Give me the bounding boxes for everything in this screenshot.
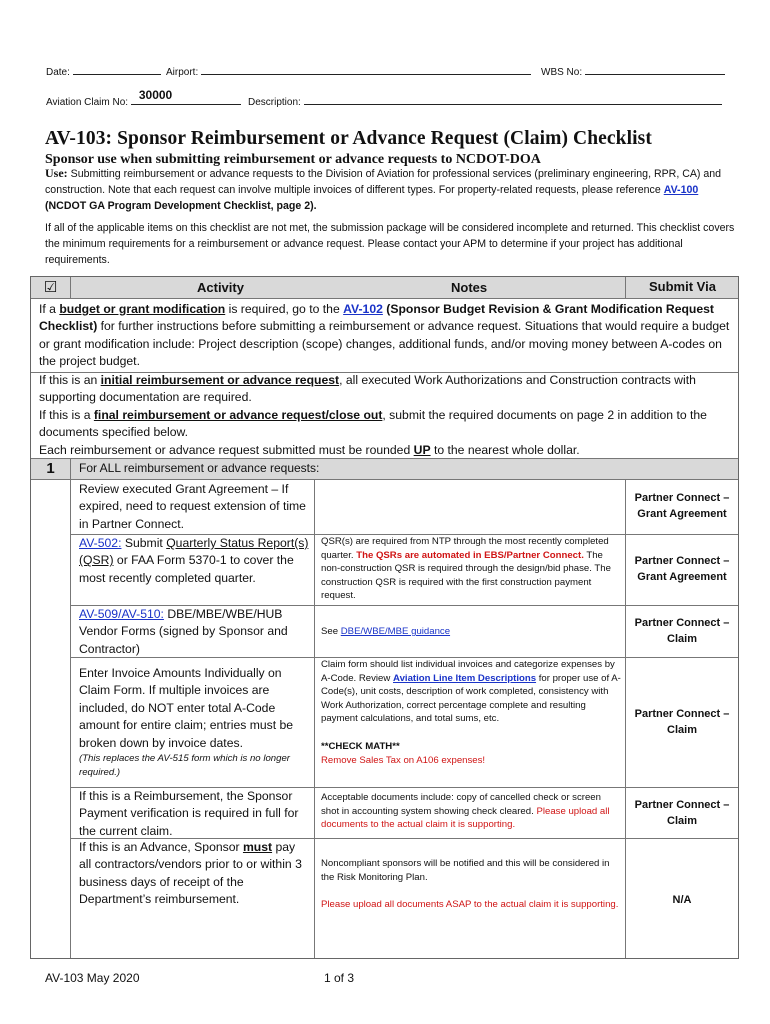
page-title: AV-103: Sponsor Reimbursement or Advance Request (Claim) Checklist bbox=[45, 128, 652, 149]
activity-advance: If this is an Advance, Sponsor must pay all contractors/vendors prior to or within 3 business days of receipt of the Department’s reimbursement. bbox=[79, 840, 302, 907]
initial-final-note: If this is an initial reimbursement or advance request, all executed Work Authorizations and Construction contracts with supporting documentation are required. If this is a final reimbursement or advance request/close out, submit the required documents on page 2 in addition to the documents specified below. Each reimbursement or advance request submitted must be rounded UP to the nearest whole dollar. bbox=[39, 373, 707, 457]
use-label: Use: bbox=[45, 166, 68, 180]
checkbox-header-icon: ☑ bbox=[43, 279, 58, 296]
activity-qsr: AV-502: Submit Quarterly Status Report(s) (QSR) or FAA Form 5370-1 to cover the most recently completed quarter. bbox=[79, 536, 309, 585]
notes-header: Notes bbox=[451, 280, 488, 295]
av-100-link[interactable]: AV-100 bbox=[663, 183, 699, 196]
activity-invoice-amounts: Enter Invoice Amounts Individually on Claim Form. If multiple invoices are included, do NOT enter total A-Code amount for entire claim; entries must be broken down by invoice dates. (This replaces the AV-515 form which is no longer required.) bbox=[79, 666, 294, 778]
description-field[interactable] bbox=[248, 92, 722, 108]
page-subtitle: Sponsor use when submitting reimbursement or advance requests to NCDOT-DOA bbox=[45, 152, 541, 167]
description-label: Description: bbox=[248, 97, 301, 108]
intro-paragraph: If all of the applicable items on this checklist are not met, the submission package will be considered incomplete and returned. This checklist covers the minimum requirements for a reimbursement or advance request. Please contact your APM to determine if your project has additional requirements. bbox=[45, 222, 735, 266]
activity-header: Activity bbox=[197, 280, 244, 295]
activity-reimbursement: If this is a Reimbursement, the Sponsor Payment verification is required in full for the current claim. bbox=[79, 789, 299, 838]
budget-modification-term: budget or grant modification bbox=[59, 302, 226, 316]
initial-request-term: initial reimbursement or advance request bbox=[100, 373, 340, 387]
footer-page-number: 1 of 3 bbox=[324, 971, 355, 985]
via-qsr: Partner Connect – Grant Agreement bbox=[634, 555, 730, 583]
final-request-term: final reimbursement or advance request/close out bbox=[93, 407, 383, 422]
airport-input[interactable] bbox=[201, 62, 531, 75]
activity-dbe-forms: AV-509/AV-510: DBE/MBE/WBE/HUB Vendor Forms (signed by Sponsor and Contractor) bbox=[79, 607, 288, 656]
airport-label: Airport: bbox=[166, 67, 199, 78]
dbe-guidance-link[interactable]: DBE/WBE/MBE guidance bbox=[340, 626, 451, 637]
notes-qsr: QSR(s) are required from NTP through the most recently completed quarter. The QSRs are automated in EBS/Partner Connect. The non-construction QSR is required through the design/bid phase. The construction QSR is required with the first construction payment request. bbox=[321, 536, 611, 602]
wbs-field[interactable] bbox=[541, 62, 725, 78]
section-number: 1 bbox=[46, 460, 55, 477]
notes-dbe-forms: See DBE/WBE/MBE guidance bbox=[321, 626, 451, 637]
submit-via-header: Submit Via bbox=[649, 279, 716, 294]
use-paragraph bbox=[45, 166, 735, 214]
table-header bbox=[31, 277, 738, 299]
activity-grant-agreement: Review executed Grant Agreement – If expired, need to request extension of time in Partner Connect. bbox=[79, 482, 306, 531]
date-field[interactable] bbox=[46, 62, 161, 78]
claim-field[interactable] bbox=[46, 88, 241, 108]
description-input[interactable] bbox=[304, 92, 722, 105]
airport-field[interactable] bbox=[166, 62, 531, 78]
use-link-suffix: (NCDOT GA Program Development Checklist, page 2). bbox=[45, 199, 317, 212]
via-advance: N/A bbox=[672, 894, 692, 906]
via-invoice-amounts: Partner Connect – Claim bbox=[634, 708, 730, 736]
via-dbe-forms: Partner Connect – Claim bbox=[634, 617, 730, 645]
checklist-table bbox=[30, 276, 739, 959]
notes-reimbursement: Acceptable documents include: copy of cancelled check or screen shot in accounting system showing check cleared. Please upload all documents to the actual claim it is supporting. bbox=[321, 792, 610, 831]
av-502-link[interactable]: AV-502: bbox=[79, 536, 122, 550]
claim-input[interactable] bbox=[131, 88, 241, 105]
aviation-line-item-link[interactable]: Aviation Line Item Descriptions bbox=[393, 672, 537, 684]
round-up-term: UP bbox=[413, 442, 431, 457]
via-reimbursement: Partner Connect – Claim bbox=[634, 799, 730, 827]
av-102-link[interactable]: AV-102 bbox=[343, 302, 383, 316]
wbs-label: WBS No: bbox=[541, 67, 583, 78]
date-input[interactable] bbox=[73, 62, 161, 75]
use-text: Submitting reimbursement or advance requests to the Division of Aviation for professional services (preliminary engineering, RPR, CA) and construction. Note that each request can involve multiple invoices of different types. For property-related requests, please reference bbox=[45, 168, 722, 196]
notes-invoice-amounts: Claim form should list individual invoices and categorize expenses by A-Code. Review Aviation Line Item Descriptions for proper use of A-Code(s), unit costs, description of work completed, consistency with Work Authorization, correct percentage complete and resulting payment calculations, and total sums, etc. **CHECK MATH** Remove Sales Tax on A106 expenses! bbox=[321, 659, 621, 766]
footer-form-id: AV-103 May 2020 bbox=[45, 971, 140, 985]
wbs-input[interactable] bbox=[585, 62, 725, 75]
claim-label: Aviation Claim No: bbox=[46, 97, 129, 108]
date-label: Date: bbox=[46, 67, 70, 78]
claim-value: 30000 bbox=[138, 88, 173, 102]
via-grant-agreement: Partner Connect – Grant Agreement bbox=[634, 492, 730, 520]
notes-advance: Noncompliant sponsors will be notified and this will be considered in the Risk Monitoring Plan. Please upload all documents ASAP to the actual claim it is supporting. bbox=[321, 858, 619, 911]
av-509-510-link[interactable]: AV-509/AV-510: bbox=[79, 607, 164, 621]
budget-modification-note: If a budget or grant modification is required, go to the AV-102 (Sponsor Budget Revision & Grant Modification Request Checklist) for further instructions before submitting a reimbursement or advance request. Situations that would require a budget or grant modification include: Project description (scope) changes, additional funds, and/or moving money between A-codes on the project budget. bbox=[39, 302, 730, 369]
section-label: For ALL reimbursement or advance requests: bbox=[79, 461, 320, 475]
